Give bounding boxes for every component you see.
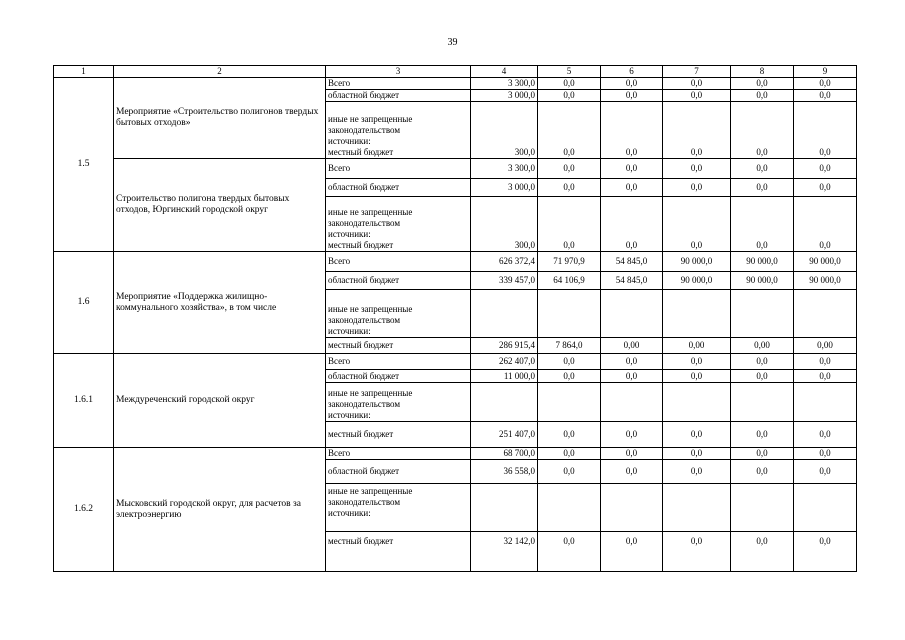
source-label: Всего <box>326 78 471 90</box>
value-cell: 3 000,0 <box>471 90 538 102</box>
value-cell: 0,0 <box>794 90 857 102</box>
source-label: местный бюджет <box>326 532 471 572</box>
value-cell: 71 970,9 <box>538 252 601 272</box>
value-cell: 0,0 <box>601 159 663 179</box>
column-header: 3 <box>326 66 471 78</box>
value-cell: 54 845,0 <box>601 272 663 290</box>
value-cell: 300,0 <box>471 102 538 159</box>
value-cell: 0,0 <box>731 532 794 572</box>
column-header: 2 <box>114 66 326 78</box>
item-number: 1.6.2 <box>54 448 114 572</box>
value-cell: 0,0 <box>731 179 794 197</box>
value-cell: 0,0 <box>731 90 794 102</box>
value-cell: 251 407,0 <box>471 422 538 448</box>
value-cell: 0,00 <box>794 338 857 354</box>
value-cell: 0,0 <box>601 532 663 572</box>
value-cell: 0,0 <box>538 422 601 448</box>
empty-cell <box>471 484 538 532</box>
source-label: областной бюджет <box>326 460 471 484</box>
table-row <box>54 159 857 179</box>
value-cell: 0,0 <box>538 179 601 197</box>
value-cell: 0,0 <box>601 179 663 197</box>
value-cell: 339 457,0 <box>471 272 538 290</box>
empty-cell <box>663 484 731 532</box>
source-label: Всего <box>326 354 471 370</box>
value-cell: 0,0 <box>731 354 794 370</box>
empty-cell <box>794 290 857 338</box>
column-header: 6 <box>601 66 663 78</box>
value-cell: 0,0 <box>794 354 857 370</box>
value-cell: 626 372,4 <box>471 252 538 272</box>
empty-cell <box>601 484 663 532</box>
value-cell: 0,0 <box>538 532 601 572</box>
source-label: иные не запрещенные законодательством источники: <box>326 484 471 532</box>
empty-cell <box>794 383 857 422</box>
value-cell: 64 106,9 <box>538 272 601 290</box>
table-row <box>54 78 857 90</box>
value-cell: 0,0 <box>794 448 857 460</box>
value-cell: 0,0 <box>731 448 794 460</box>
value-cell: 0,0 <box>663 370 731 383</box>
value-cell: 0,0 <box>794 532 857 572</box>
page-number: 39 <box>447 37 458 48</box>
value-cell: 7 864,0 <box>538 338 601 354</box>
value-cell: 0,0 <box>794 78 857 90</box>
value-cell: 0,0 <box>538 370 601 383</box>
value-cell: 0,0 <box>794 179 857 197</box>
column-header: 9 <box>794 66 857 78</box>
value-cell: 0,0 <box>538 159 601 179</box>
value-cell: 0,0 <box>538 78 601 90</box>
value-cell: 0,0 <box>794 460 857 484</box>
source-label: областной бюджет <box>326 179 471 197</box>
item-name: Строительство полигона твердых бытовых отходов, Юргинский городской округ <box>114 159 326 252</box>
value-cell: 90 000,0 <box>794 252 857 272</box>
empty-cell <box>471 383 538 422</box>
value-cell: 0,0 <box>663 159 731 179</box>
value-cell: 0,0 <box>601 448 663 460</box>
item-name: Мысковский городской округ, для расчетов за электроэнергию <box>114 448 326 572</box>
value-cell: 0,0 <box>663 460 731 484</box>
value-cell: 0,0 <box>601 422 663 448</box>
value-cell: 300,0 <box>471 197 538 252</box>
empty-cell <box>663 290 731 338</box>
empty-cell <box>794 484 857 532</box>
value-cell: 0,0 <box>601 354 663 370</box>
value-cell: 3 000,0 <box>471 179 538 197</box>
source-label: Всего <box>326 159 471 179</box>
source-label: иные не запрещенные законодательством источники: <box>326 383 471 422</box>
value-cell: 0,0 <box>538 197 601 252</box>
value-cell: 286 915,4 <box>471 338 538 354</box>
empty-cell <box>731 383 794 422</box>
value-cell: 0,0 <box>663 78 731 90</box>
value-cell: 11 000,0 <box>471 370 538 383</box>
item-name: Мероприятие «Строительство полигонов твердых бытовых отходов» <box>114 78 326 159</box>
value-cell: 36 558,0 <box>471 460 538 484</box>
empty-cell <box>731 484 794 532</box>
value-cell: 0,0 <box>663 102 731 159</box>
source-label: областной бюджет <box>326 90 471 102</box>
value-cell: 262 407,0 <box>471 354 538 370</box>
value-cell: 0,0 <box>794 422 857 448</box>
table-row <box>54 252 857 272</box>
value-cell: 0,0 <box>663 354 731 370</box>
value-cell: 0,0 <box>663 197 731 252</box>
source-label: областной бюджет <box>326 272 471 290</box>
value-cell: 0,0 <box>663 422 731 448</box>
value-cell: 0,0 <box>794 197 857 252</box>
source-label: иные не запрещенные законодательством источники: местный бюджет <box>326 102 471 159</box>
value-cell: 0,0 <box>663 90 731 102</box>
empty-cell <box>538 290 601 338</box>
item-number: 1.5 <box>54 78 114 252</box>
item-name: Междуреченский городской округ <box>114 354 326 448</box>
column-header: 7 <box>663 66 731 78</box>
value-cell: 3 300,0 <box>471 78 538 90</box>
value-cell: 0,00 <box>731 338 794 354</box>
value-cell: 0,0 <box>601 370 663 383</box>
value-cell: 0,0 <box>601 460 663 484</box>
value-cell: 0,0 <box>794 370 857 383</box>
value-cell: 0,0 <box>731 370 794 383</box>
value-cell: 0,0 <box>538 102 601 159</box>
value-cell: 32 142,0 <box>471 532 538 572</box>
value-cell: 90 000,0 <box>794 272 857 290</box>
item-number: 1.6.1 <box>54 354 114 448</box>
value-cell: 90 000,0 <box>663 272 731 290</box>
value-cell: 0,0 <box>663 448 731 460</box>
source-label: местный бюджет <box>326 422 471 448</box>
column-header: 4 <box>471 66 538 78</box>
value-cell: 68 700,0 <box>471 448 538 460</box>
table-row <box>54 448 857 460</box>
item-number: 1.6 <box>54 252 114 354</box>
value-cell: 0,0 <box>601 197 663 252</box>
value-cell: 0,0 <box>731 78 794 90</box>
value-cell: 0,0 <box>601 90 663 102</box>
empty-cell <box>731 290 794 338</box>
value-cell: 0,0 <box>794 159 857 179</box>
source-label: Всего <box>326 448 471 460</box>
column-header: 1 <box>54 66 114 78</box>
empty-cell <box>663 383 731 422</box>
value-cell: 0,0 <box>663 532 731 572</box>
value-cell: 3 300,0 <box>471 159 538 179</box>
header-row <box>54 66 857 78</box>
value-cell: 0,0 <box>794 102 857 159</box>
value-cell: 0,0 <box>601 102 663 159</box>
empty-cell <box>538 383 601 422</box>
empty-cell <box>538 484 601 532</box>
table-row <box>54 354 857 370</box>
value-cell: 0,0 <box>538 448 601 460</box>
source-label: Всего <box>326 252 471 272</box>
value-cell: 0,0 <box>731 102 794 159</box>
value-cell: 54 845,0 <box>601 252 663 272</box>
value-cell: 0,0 <box>601 78 663 90</box>
value-cell: 0,0 <box>538 460 601 484</box>
value-cell: 0,00 <box>663 338 731 354</box>
source-label: иные не запрещенные законодательством источники: <box>326 290 471 338</box>
budget-table <box>53 65 857 572</box>
value-cell: 0,0 <box>538 90 601 102</box>
value-cell: 0,0 <box>731 159 794 179</box>
value-cell: 0,0 <box>731 197 794 252</box>
value-cell: 90 000,0 <box>731 272 794 290</box>
value-cell: 0,00 <box>601 338 663 354</box>
empty-cell <box>471 290 538 338</box>
value-cell: 90 000,0 <box>731 252 794 272</box>
source-label: областной бюджет <box>326 370 471 383</box>
source-label: иные не запрещенные законодательством источники: местный бюджет <box>326 197 471 252</box>
empty-cell <box>601 290 663 338</box>
empty-cell <box>601 383 663 422</box>
source-label: местный бюджет <box>326 338 471 354</box>
column-header: 5 <box>538 66 601 78</box>
column-header: 8 <box>731 66 794 78</box>
value-cell: 0,0 <box>663 179 731 197</box>
value-cell: 0,0 <box>731 422 794 448</box>
value-cell: 0,0 <box>538 354 601 370</box>
value-cell: 0,0 <box>731 460 794 484</box>
value-cell: 90 000,0 <box>663 252 731 272</box>
item-name: Мероприятие «Поддержка жилищно-коммунального хозяйства», в том числе <box>114 252 326 354</box>
